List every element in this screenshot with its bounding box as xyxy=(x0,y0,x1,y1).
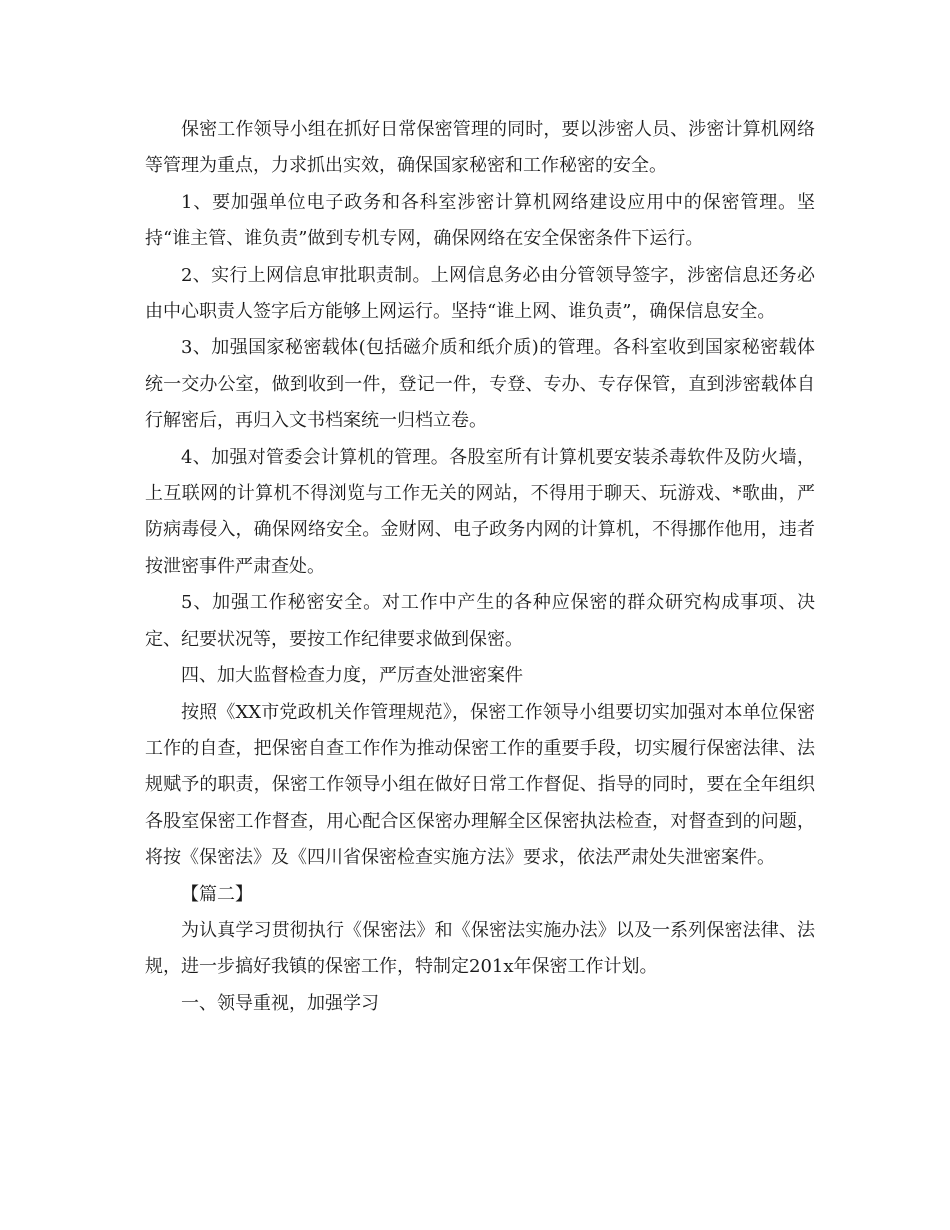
paragraph-item-5: 5、加强工作秘密安全。对工作中产生的各种应保密的群众研究构成事项、决定、纪要状况等，要按工作纪律要求做到保密。 xyxy=(145,592,815,650)
paragraph-intro: 保密工作领导小组在抓好日常保密管理的同时，要以涉密人员、涉密计算机网络等管理为重点，力求抓出实效，确保国家秘密和工作秘密的安全。 xyxy=(145,119,815,177)
paragraph-item-3: 3、加强国家秘密载体(包括磁介质和纸介质)的管理。各科室收到国家秘密载体统一交办公室，做到收到一件，登记一件，专登、专办、专存保管，直到涉密载体自行解密后，再归入文书档案统一归档立卷。 xyxy=(145,337,815,432)
paragraph-part-two-intro: 为认真学习贯彻执行《保密法》和《保密法实施办法》以及一系列保密法律、法规，进一步搞好我镇的保密工作，特制定201x年保密工作计划。 xyxy=(145,919,815,978)
document-body xyxy=(145,112,815,1022)
paragraph-inspection: 按照《XX市党政机关作管理规范》，保密工作领导小组要切实加强对本单位保密工作的自查，把保密自查工作作为推动保密工作的重要手段，切实履行保密法律、法规赋予的职责，保密工作领导小组在做好日常工作督促、指导的同时，要在全年组织各股室保密工作督查，用心配合区保密办理解全区保密执法检查，对督查到的问题，将按《保密法》及《四川省保密检查实施方法》要求，依法严肃处失泄密案件。 xyxy=(145,701,815,869)
paragraph-item-2: 2、实行上网信息审批职责制。上网信息务必由分管领导签字，涉密信息还务必由中心职责人签字后方能够上网运行。坚持“谁上网、谁负责”，确保信息安全。 xyxy=(145,264,815,323)
paragraph-item-4: 4、加强对管委会计算机的管理。各股室所有计算机要安装杀毒软件及防火墙，上互联网的计算机不得浏览与工作无关的网站，不得用于聊天、玩游戏、*歌曲，严防病毒侵入，确保网络安全。金财网、电子政务内网的计算机，不得挪作他用，违者按泄密事件严肃查处。 xyxy=(145,446,815,577)
part-two-heading: 【篇二】 xyxy=(181,883,253,905)
section-heading-4: 四、加大监督检查力度，严厉查处泄密案件 xyxy=(181,665,523,687)
section-heading-1: 一、领导重视，加强学习 xyxy=(181,992,379,1014)
paragraph-item-1: 1、要加强单位电子政务和各科室涉密计算机网络建设应用中的保密管理。坚持“谁主管、谁负责”做到专机专网，确保网络在安全保密条件下运行。 xyxy=(145,191,815,250)
